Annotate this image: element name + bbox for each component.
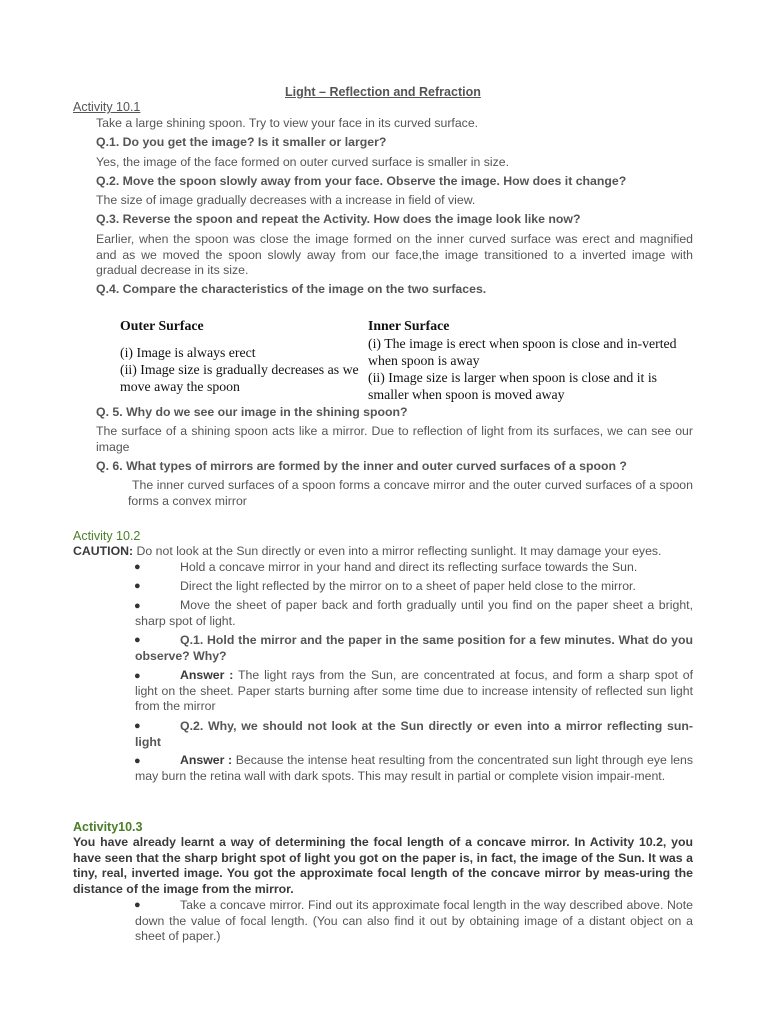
answer-label: Answer : [180, 753, 233, 767]
inner-surface-point-2: (ii) Image size is larger when spoon is close and it is smaller when spoon is moved away [368, 370, 658, 402]
bullet-dot: ● [134, 561, 141, 573]
activity-1-heading: Activity 10.1 [73, 100, 141, 114]
bullet-dot: ● [134, 670, 141, 682]
caution-label: CAUTION: [73, 544, 134, 558]
act1-a3: Earlier, when the spoon was close the image formed on the inner curved surface was erect and magnified and as we moved the spoon slowly away from our face,the image transitioned to a inverted image with gradual decrease in its size. [96, 232, 693, 277]
act2-step-2: Direct the light reflected by the mirror on to a sheet of paper held close to the mirror. [180, 579, 636, 593]
act2-a1 [135, 668, 693, 715]
act1-q3: Q.3. Reverse the spoon and repeat the Activity. How does the image look like now? [96, 212, 581, 226]
act2-q2: Q.2. Why, we should not look at the Sun directly or even into a mirror reflecting sun-light [135, 719, 693, 749]
act1-q1: Q.1. Do you get the image? Is it smaller or larger? [96, 135, 387, 149]
act1-q6: Q. 6. What types of mirrors are formed by the inner and outer curved surfaces of a spoon ? [96, 459, 627, 473]
activity-3-heading: Activity10.3 [73, 820, 143, 834]
act2-a1-text: The light rays from the Sun, are concentrated at focus, and form a sharp spot of light on the sheet. Paper starts burning after some time due to increase intensity of reflected sun light from the mirror [135, 668, 693, 713]
act2-q1: Q.1. Hold the mirror and the paper in the same position for a few minutes. What do you observe? Why? [135, 633, 693, 663]
bullet-dot: ● [134, 899, 141, 911]
act2-step-3: Move the sheet of paper back and forth gradually until you find on the paper sheet a bright, sharp spot of light. [135, 598, 693, 628]
activity-1-intro: Take a large shining spoon. Try to view your face in its curved surface. [96, 116, 479, 130]
bullet-dot: ● [134, 634, 141, 646]
act1-a5: The surface of a shining spoon acts like a mirror. Due to reflection of light from its surfaces, we can see our image [96, 424, 693, 454]
act2-a2-text: Because the intense heat resulting from the concentrated sun light through eye lens may burn the retina wall with dark spots. This may result in partial or complete vision impair-ment. [135, 753, 693, 783]
caution-line [73, 544, 661, 560]
bullet-dot: ● [134, 720, 141, 732]
act3-intro: You have already learnt a way of determining the focal length of a concave mirror. In Activity 10.2, you have seen that the sharp bright spot of light you got on the paper is, in fact, the image of the Sun. It was a tiny, real, inverted image. You got the approximate focal length of the concave mirror by meas-uring the distance of the image from the mirror. [73, 835, 693, 896]
answer-label: Answer : [180, 668, 234, 682]
act1-a1: Yes, the image of the face formed on outer curved surface is smaller in size. [96, 155, 510, 169]
page-title: Light – Reflection and Refraction [285, 85, 481, 99]
bullet-dot: ● [134, 755, 141, 767]
inner-surface-heading: Inner Surface [368, 318, 450, 333]
outer-surface-heading: Outer Surface [120, 318, 204, 333]
act1-q2: Q.2. Move the spoon slowly away from your face. Observe the image. How does it change? [96, 174, 627, 188]
bullet-dot: ● [134, 600, 141, 612]
bullet-dot: ● [134, 580, 141, 592]
inner-surface-point-1: (i) The image is erect when spoon is close and in-verted when spoon is away [368, 336, 677, 368]
act3-step-1: Take a concave mirror. Find out its approximate focal length in the way described above. Note down the value of focal length. (You can also find it out by obtaining image of a distant object on a sheet of paper.) [135, 898, 693, 943]
act1-q5: Q. 5. Why do we see our image in the shining spoon? [96, 405, 408, 419]
caution-text: Do not look at the Sun directly or even into a mirror reflecting sunlight. It may damage your eyes. [136, 544, 662, 558]
outer-surface-point-2: (ii) Image size is gradually decreases as we move away the spoon [120, 362, 359, 394]
outer-surface-point-1: (i) Image is always erect [120, 345, 256, 360]
act1-q4: Q.4. Compare the characteristics of the image on the two surfaces. [96, 282, 487, 296]
act1-a6: The inner curved surfaces of a spoon forms a concave mirror and the outer curved surfaces of a spoon forms a convex mirror [128, 478, 693, 508]
activity-2-heading: Activity 10.2 [73, 529, 141, 543]
act2-a2 [135, 753, 693, 784]
act2-step-1: Hold a concave mirror in your hand and direct its reflecting surface towards the Sun. [180, 560, 638, 574]
act1-a2: The size of image gradually decreases with a increase in field of view. [96, 193, 476, 207]
